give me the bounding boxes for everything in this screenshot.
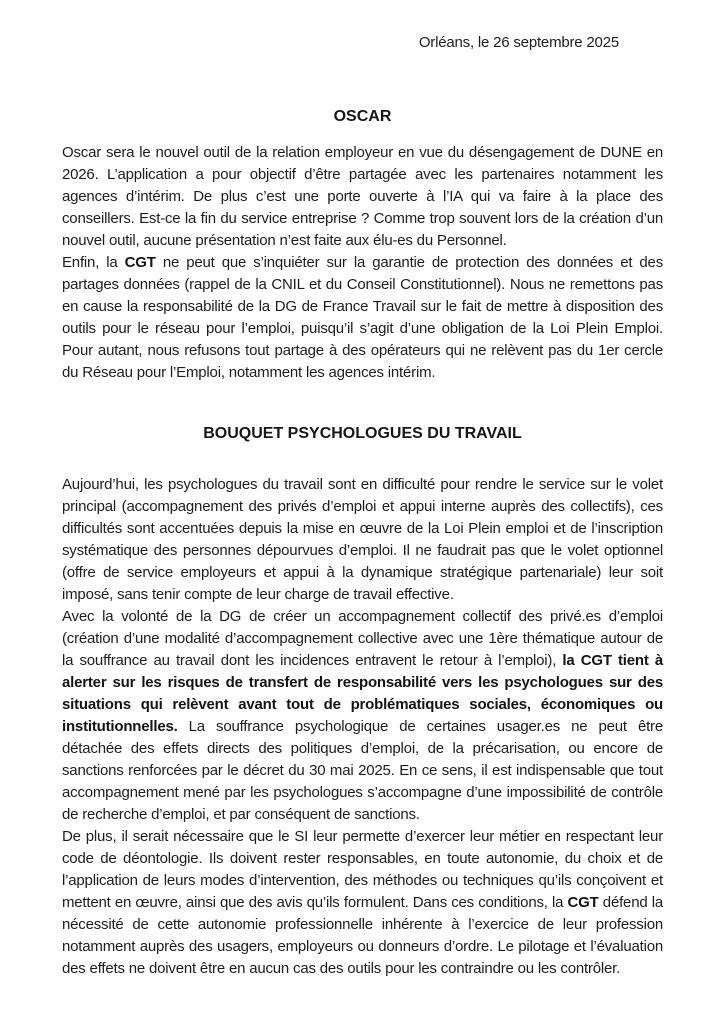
section-heading-oscar: OSCAR	[333, 108, 392, 125]
text-run: défend la nécessité de cette autonomie professionnelle inhérente à l’exercice de leur profession notamment auprès des usagers, employeurs ou donneurs d’ordre. Le pilotage et l’évaluation des effets ne doivent être en aucun cas des outils pour les contraindre ou les contrôler.	[62, 894, 663, 977]
bold-text-run: CGT	[124, 254, 156, 271]
section-bouquet-psychologues	[62, 424, 663, 980]
text-run: Aujourd’hui, les psychologues du travail sont en difficulté pour rendre le service sur le volet principal (accompagnement des privés d’emploi et appui interne auprès des collectifs), ces difficultés sont accentuées depuis la mise en œuvre de la Loi Plein emploi et de l’inscription systématique des personnes dépourvues d’emploi. Il ne faudrait pas que le volet optionnel (offre de service employeurs et appui à la dynamique stratégique partenariale) leur soit imposé, sans tenir compte de leur charge de travail effective.	[62, 476, 663, 603]
section-heading-bouquet: BOUQUET PSYCHOLOGUES DU TRAVAIL	[203, 425, 522, 442]
text-run: Oscar sera le nouvel outil de la relation employeur en vue du désengagement de DUNE en 2026. L’application a pour objectif d’être partagée avec les partenaires notamment les agences d’intérim. De plus c’est une porte ouverte à l’IA qui va faire à la place des conseillers. Est-ce la fin du service entreprise ? Comme trop souvent lors de la création d’un nouvel outil, aucune présentation n’est faite aux élu-es du Personnel.	[62, 144, 663, 249]
text-run: La souffrance psychologique de certaines usager.es ne peut être détachée des effets directs des politiques d’emploi, de la précarisation, ou encore de sanctions renforcées par le décret du 30 mai 2025. En ce sens, il est indispensable que tout accompagnement mené par les psychologues s’accompagne d’une impossibilité de contrôle de recherche d’emploi, et par conséquent de sanctions.	[62, 718, 663, 823]
section-oscar	[62, 107, 663, 384]
bold-text-run: CGT	[567, 894, 599, 911]
paragraph	[62, 474, 663, 606]
bold-text-run: la CGT tient à alerter sur les risques de transfert de responsabilité vers les psychologues sur des situations qui relèvent avant tout de problématiques sociales, économiques ou institutionnelles.	[62, 652, 663, 735]
text-run: Avec la volonté de la DG de créer un accompagnement collectif des privé.es d’emploi (création d’une modalité d’accompagnement collective avec une 1ère thématique autour de la souffrance au travail dont les incidences entravent le retour à l’emploi),	[62, 608, 663, 669]
dateline: Orléans, le 26 septembre 2025	[418, 34, 619, 51]
text-run: Enfin, la	[62, 254, 125, 271]
paragraph	[62, 606, 663, 826]
paragraph	[62, 826, 663, 980]
text-run: ne peut que s’inquiéter sur la garantie de protection des données et des partages données (rappel de la CNIL et du Conseil Constitutionnel). Nous ne remettons pas en cause la responsabilité de la DG de France Travail sur le fait de mettre à disposition des outils pour le réseau pour l’emploi, puisqu’il s’agit d’une obligation de la Loi Plein Emploi. Pour autant, nous refusons tout partage à des opérateurs qui ne relèvent pas du 1er cercle du Réseau pour l’Emploi, notamment les agences intérim.	[62, 254, 663, 381]
paragraph	[62, 142, 663, 252]
text-run: De plus, il serait nécessaire que le SI leur permette d’exercer leur métier en respectant leur code de déontologie. Ils doivent rester responsables, en toute autonomie, du choix et de l’application de leurs modes d’intervention, des méthodes ou techniques qu’ils conçoivent et mettent en œuvre, ainsi que des avis qu’ils formulent. Dans ces conditions, la	[62, 828, 663, 911]
paragraph	[62, 252, 663, 384]
